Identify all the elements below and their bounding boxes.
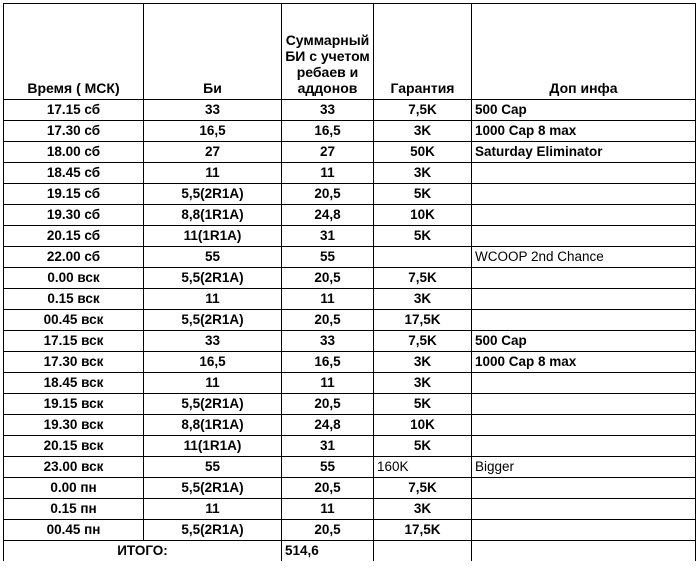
cell-bi: 33 [144, 331, 282, 352]
cell-bi: 5,5(2R1A) [144, 478, 282, 499]
cell-bi: 11(1R1A) [144, 436, 282, 457]
cell-info: 500 Cap [472, 100, 696, 121]
cell-info: 1000 Cap 8 max [472, 121, 696, 142]
cell-time: 22.00 сб [4, 247, 144, 268]
cell-info [472, 415, 696, 436]
header-bi: Би [144, 4, 282, 100]
table-row [4, 331, 696, 352]
table-row [4, 142, 696, 163]
cell-bi: 8,8(1R1A) [144, 415, 282, 436]
schedule-table [3, 3, 696, 561]
cell-total: 31 [282, 436, 374, 457]
cell-total: 16,5 [282, 352, 374, 373]
cell-bi: 11 [144, 373, 282, 394]
cell-time: 0.00 вск [4, 268, 144, 289]
cell-bi: 55 [144, 457, 282, 478]
cell-total: 11 [282, 289, 374, 310]
cell-total: 33 [282, 100, 374, 121]
table-row [4, 100, 696, 121]
cell-info [472, 520, 696, 541]
cell-time: 17.15 сб [4, 100, 144, 121]
table-row [4, 415, 696, 436]
cell-total: 11 [282, 163, 374, 184]
cell-bi: 5,5(2R1A) [144, 268, 282, 289]
table-row [4, 394, 696, 415]
table-row [4, 121, 696, 142]
cell-time: 19.15 сб [4, 184, 144, 205]
cell-guarantee: 5K [374, 436, 472, 457]
cell-bi: 11 [144, 289, 282, 310]
cell-guarantee: 5K [374, 184, 472, 205]
cell-guarantee: 5K [374, 226, 472, 247]
cell-guarantee: 7,5K [374, 268, 472, 289]
cell-bi: 27 [144, 142, 282, 163]
cell-bi: 5,5(2R1A) [144, 394, 282, 415]
header-time: Время ( МСК) [4, 4, 144, 100]
cell-time: 0.15 вск [4, 289, 144, 310]
cell-guarantee: 7,5K [374, 331, 472, 352]
cell-bi: 5,5(2R1A) [144, 520, 282, 541]
total-value: 514,6 [282, 541, 374, 562]
table-row [4, 457, 696, 478]
cell-info [472, 205, 696, 226]
table-row [4, 205, 696, 226]
cell-info: 500 Cap [472, 331, 696, 352]
cell-total: 33 [282, 331, 374, 352]
cell-info [472, 163, 696, 184]
cell-guarantee: 3K [374, 499, 472, 520]
cell-guarantee: 17,5K [374, 310, 472, 331]
header-info: Доп инфа [472, 4, 696, 100]
cell-guarantee: 3K [374, 289, 472, 310]
cell-total: 31 [282, 226, 374, 247]
header-total-bi: Суммарный БИ с учетом ребаев и аддонов [282, 4, 374, 100]
cell-time: 17.30 вск [4, 352, 144, 373]
empty-cell [374, 541, 472, 562]
cell-bi: 33 [144, 100, 282, 121]
cell-time: 20.15 вск [4, 436, 144, 457]
table-row [4, 247, 696, 268]
cell-total: 20,5 [282, 478, 374, 499]
cell-info [472, 184, 696, 205]
cell-bi: 8,8(1R1A) [144, 205, 282, 226]
table-row [4, 499, 696, 520]
table-row [4, 184, 696, 205]
cell-total: 16,5 [282, 121, 374, 142]
cell-info [472, 436, 696, 457]
cell-total: 24,8 [282, 205, 374, 226]
cell-time: 19.30 сб [4, 205, 144, 226]
cell-guarantee: 17,5K [374, 520, 472, 541]
cell-total: 20,5 [282, 394, 374, 415]
table-row [4, 163, 696, 184]
cell-info: Saturday Eliminator [472, 142, 696, 163]
cell-guarantee: 160K [374, 457, 472, 478]
table-row [4, 352, 696, 373]
header-guarantee: Гарантия [374, 4, 472, 100]
cell-time: 17.30 сб [4, 121, 144, 142]
cell-info [472, 226, 696, 247]
cell-time: 0.15 пн [4, 499, 144, 520]
cell-total: 11 [282, 499, 374, 520]
table-row [4, 268, 696, 289]
cell-guarantee: 5K [374, 394, 472, 415]
cell-time: 00.45 вск [4, 310, 144, 331]
table-row [4, 436, 696, 457]
table-row [4, 373, 696, 394]
cell-time: 20.15 сб [4, 226, 144, 247]
cell-time: 17.15 вск [4, 331, 144, 352]
cell-bi: 55 [144, 247, 282, 268]
cell-bi: 5,5(2R1A) [144, 184, 282, 205]
cell-bi: 16,5 [144, 121, 282, 142]
cell-guarantee: 10K [374, 205, 472, 226]
cell-info: Bigger [472, 457, 696, 478]
cell-info [472, 289, 696, 310]
cell-bi: 11 [144, 163, 282, 184]
cell-total: 55 [282, 247, 374, 268]
empty-cell [472, 541, 696, 562]
cell-guarantee: 10K [374, 415, 472, 436]
cell-guarantee: 50K [374, 142, 472, 163]
cell-guarantee: 3K [374, 373, 472, 394]
cell-info [472, 310, 696, 331]
cell-guarantee: 3K [374, 352, 472, 373]
cell-total: 20,5 [282, 520, 374, 541]
cell-time: 18.45 вск [4, 373, 144, 394]
cell-total: 55 [282, 457, 374, 478]
cell-bi: 16,5 [144, 352, 282, 373]
table-row [4, 226, 696, 247]
cell-time: 0.00 пн [4, 478, 144, 499]
cell-bi: 5,5(2R1A) [144, 310, 282, 331]
total-row [4, 541, 696, 562]
cell-guarantee: 3K [374, 163, 472, 184]
table-row [4, 289, 696, 310]
cell-guarantee: 3K [374, 121, 472, 142]
cell-time: 23.00 вск [4, 457, 144, 478]
cell-info [472, 373, 696, 394]
cell-time: 18.45 сб [4, 163, 144, 184]
cell-total: 20,5 [282, 184, 374, 205]
cell-total: 20,5 [282, 268, 374, 289]
cell-info [472, 478, 696, 499]
cell-info: WCOOP 2nd Chance [472, 247, 696, 268]
table-row [4, 520, 696, 541]
cell-info [472, 394, 696, 415]
cell-bi: 11 [144, 499, 282, 520]
cell-info [472, 268, 696, 289]
cell-time: 00.45 пн [4, 520, 144, 541]
cell-guarantee [374, 247, 472, 268]
total-label: ИТОГО: [4, 541, 282, 562]
cell-guarantee: 7,5K [374, 478, 472, 499]
table-row [4, 478, 696, 499]
header-row [4, 4, 696, 100]
cell-time: 18.00 сб [4, 142, 144, 163]
cell-info: 1000 Cap 8 max [472, 352, 696, 373]
cell-total: 20,5 [282, 310, 374, 331]
cell-total: 27 [282, 142, 374, 163]
cell-time: 19.15 вск [4, 394, 144, 415]
cell-bi: 11(1R1A) [144, 226, 282, 247]
table-row [4, 310, 696, 331]
cell-guarantee: 7,5K [374, 100, 472, 121]
cell-total: 11 [282, 373, 374, 394]
cell-total: 24,8 [282, 415, 374, 436]
cell-info [472, 499, 696, 520]
cell-time: 19.30 вск [4, 415, 144, 436]
